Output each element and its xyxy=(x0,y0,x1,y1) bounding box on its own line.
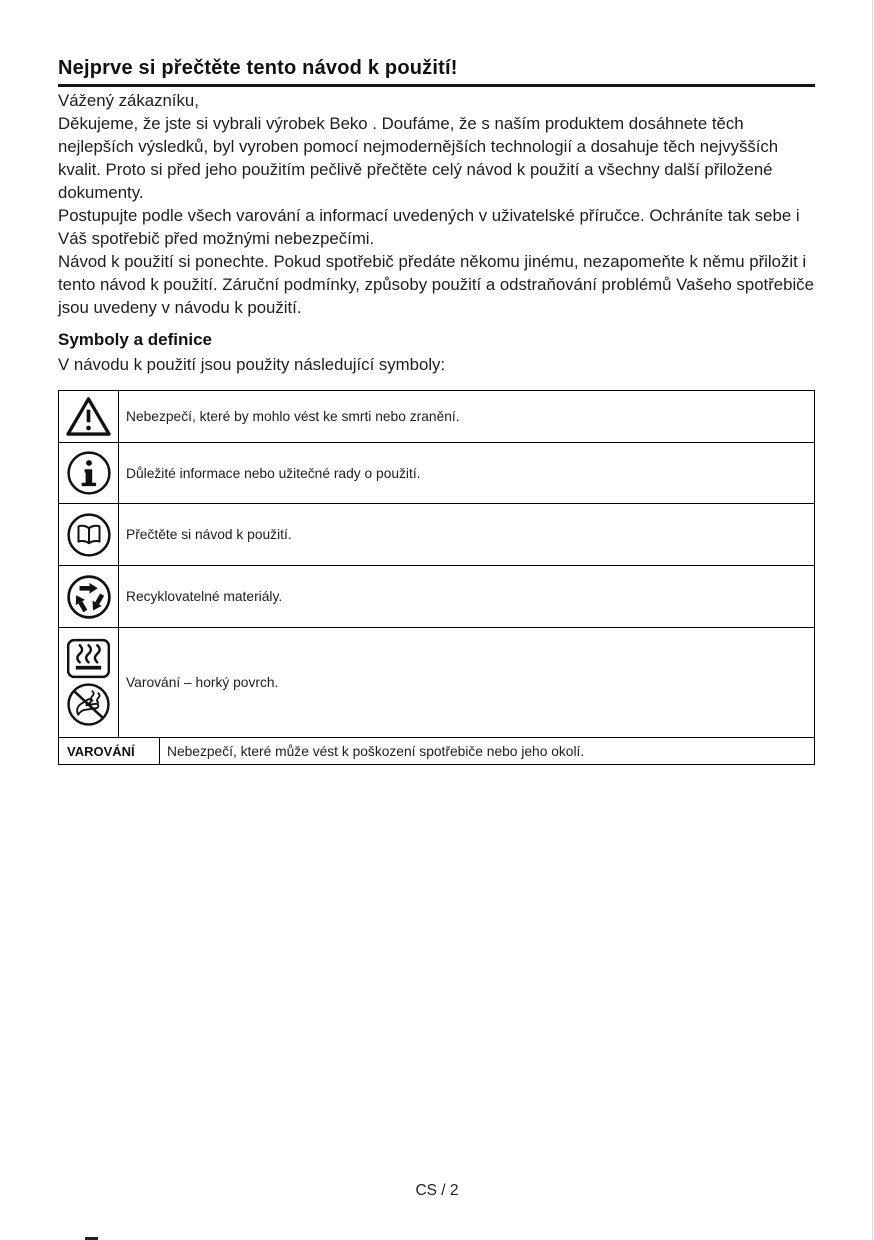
table-row xyxy=(59,442,814,503)
symbol-description: Nebezpečí, které by mohlo vést ke smrti nebo zranění. xyxy=(126,409,460,424)
paragraph-thanks: Děkujeme, že jste si vybrali výrobek Beko . Doufáme, že s naším produktem dosáhnete těch nejlepších výsledků, byl vyroben pomocí nejmodernějších technologií a dosahuje těch nejvyšších kvalit. Proto si před jeho použitím pečlivě přečtěte celý návod k použití a všechny další přiložené dokumenty. xyxy=(58,114,779,202)
symbols-table xyxy=(58,390,815,765)
symbols-intro: V návodu k použití jsou použity následující symboly: xyxy=(58,355,446,374)
info-icon xyxy=(59,443,119,503)
table-row xyxy=(59,737,814,764)
paragraph-keep-manual: Návod k použití si ponechte. Pokud spotřebič předáte někomu jinému, nezapomeňte k němu přiložit i tento návod k použití. Záruční podmínky, způsoby použití a odstraňování problémů Vašeho spotřebiče jsou uvedeny v návodu k použití. xyxy=(58,252,814,317)
page-number: CS / 2 xyxy=(415,1182,459,1199)
scan-edge-line xyxy=(872,0,873,1240)
paragraph-follow-warnings: Postupujte podle všech varování a informací uvedených v uživatelské příručce. Ochráníte tak sebe i Váš spotřebič před možnými nebezpečími. xyxy=(58,206,800,248)
do-not-touch-icon xyxy=(66,682,111,727)
steam-icon xyxy=(66,638,111,679)
symbol-description: Nebezpečí, které může vést k poškození spotřebiče nebo jeho okolí. xyxy=(167,743,585,759)
table-row xyxy=(59,627,814,737)
warning-triangle-icon xyxy=(59,391,119,442)
warning-label: VAROVÁNÍ xyxy=(59,738,160,764)
table-row xyxy=(59,565,814,627)
recycle-icon xyxy=(66,574,112,620)
info-icon xyxy=(66,450,112,496)
recycle-icon xyxy=(59,566,119,627)
table-row xyxy=(59,391,814,442)
symbols-heading: Symboly a definice xyxy=(58,330,212,349)
table-row xyxy=(59,503,814,565)
page-content xyxy=(58,0,815,765)
title-rule xyxy=(58,84,815,87)
read-manual-icon xyxy=(59,504,119,565)
hot-surface-icon xyxy=(59,628,119,737)
symbol-description: Důležité informace nebo užitečné rady o použití. xyxy=(126,465,421,481)
read-manual-icon xyxy=(66,512,112,558)
symbol-description: Varování – horký povrch. xyxy=(126,675,279,690)
paragraph-salutation: Vážený zákazníku, xyxy=(58,91,199,110)
symbol-description: Recyklovatelné materiály. xyxy=(126,589,283,604)
warning-triangle-icon xyxy=(65,395,112,438)
page-title: Nejprve si přečtěte tento návod k použití! xyxy=(58,57,458,79)
symbol-description: Přečtěte si návod k použití. xyxy=(126,527,292,542)
